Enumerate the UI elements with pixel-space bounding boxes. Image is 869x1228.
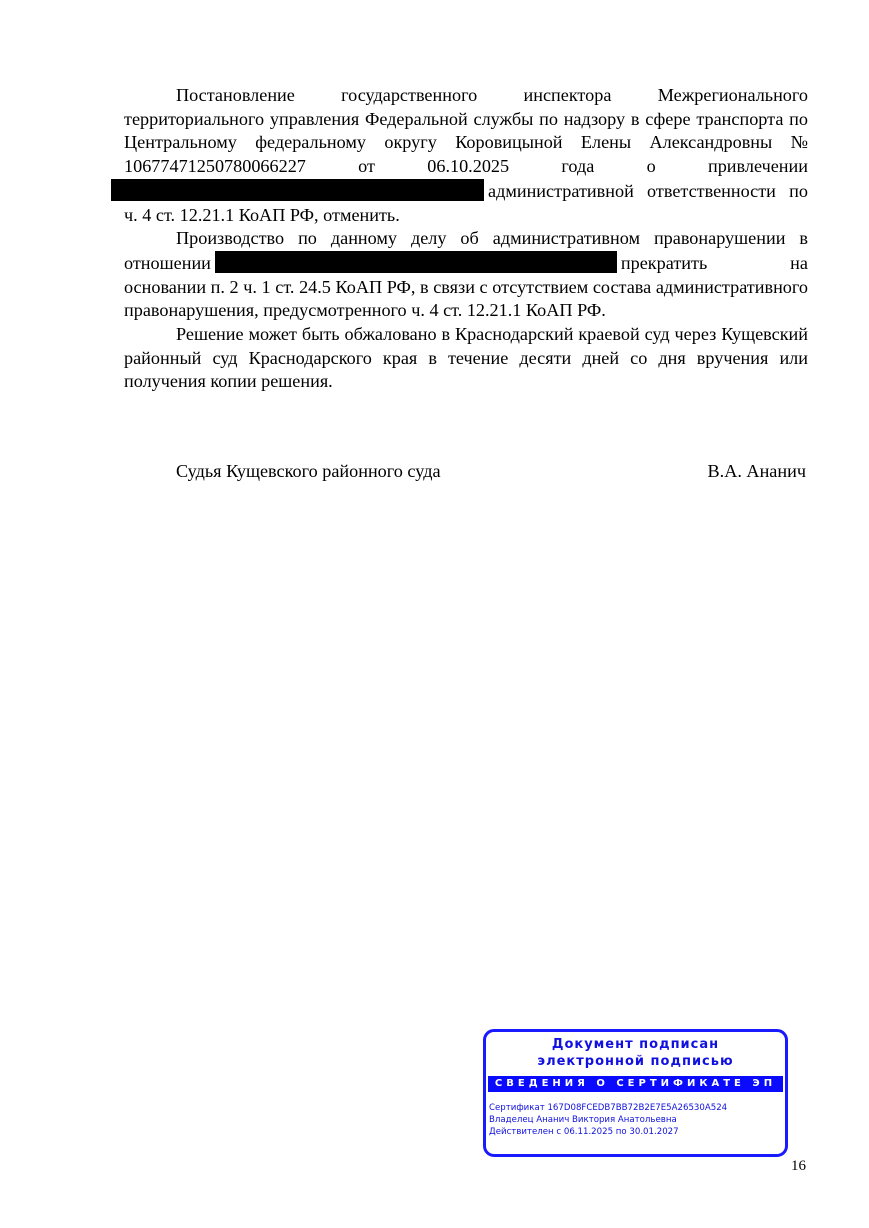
paragraph-annulment-text-2: административной ответственности по ч. 4 ст. 12.21.1 КоАП РФ, отменить. <box>124 180 808 225</box>
stamp-title <box>486 1036 785 1070</box>
paragraph-termination-text-2: прекратить на основании п. 2 ч. 1 ст. 24.5 КоАП РФ, в связи с отсутствием состава административного правонарушения, предусмотренного ч. 4 ст. 12.21.1 КоАП РФ. <box>124 252 808 321</box>
judge-signature-line <box>176 459 806 483</box>
paragraph-annulment-text-1: Постановление государственного инспектора Межрегионального территориального управления Федеральной службы по надзору в сфере транспорта по Центральному федеральному округу Коровицыной Елены Александровны № 10677471250780066227 от 06.10.2025 года о привлечении <box>124 85 808 177</box>
stamp-details <box>486 1102 785 1138</box>
stamp-certificate-band: СВЕДЕНИЯ О СЕРТИФИКАТЕ ЭП <box>488 1076 783 1092</box>
stamp-validity: Действителен с 06.11.2025 по 30.01.2027 <box>489 1127 679 1137</box>
stamp-title-line-2: электронной подписью <box>537 1054 734 1069</box>
electronic-signature-stamp <box>483 1029 788 1157</box>
judge-position: Судья Кущевского районного суда <box>176 461 441 481</box>
stamp-title-line-1: Документ подписан <box>551 1037 720 1052</box>
redacted-block <box>215 251 617 273</box>
judge-name: В.А. Ананич <box>707 461 806 481</box>
paragraph-termination <box>124 227 808 323</box>
paragraph-termination-text-1: Производство по данному делу об административном правонарушении в отношении <box>124 228 808 273</box>
stamp-certificate-id: Сертификат 167D08FCEDB7BB72B2E7E5A26530A524 <box>489 1103 728 1113</box>
stamp-owner: Владелец Ананич Виктория Анатольевна <box>489 1115 677 1125</box>
paragraph-appeal: Решение может быть обжаловано в Краснодарский краевой суд через Кущевский районный суд Краснодарского края в течение десяти дней со дня вручения или получения копии решения. <box>124 324 808 392</box>
redacted-block <box>111 179 484 201</box>
paragraph-annulment <box>124 84 808 227</box>
page-number: 16 <box>791 1158 806 1174</box>
decision-text <box>124 84 808 394</box>
